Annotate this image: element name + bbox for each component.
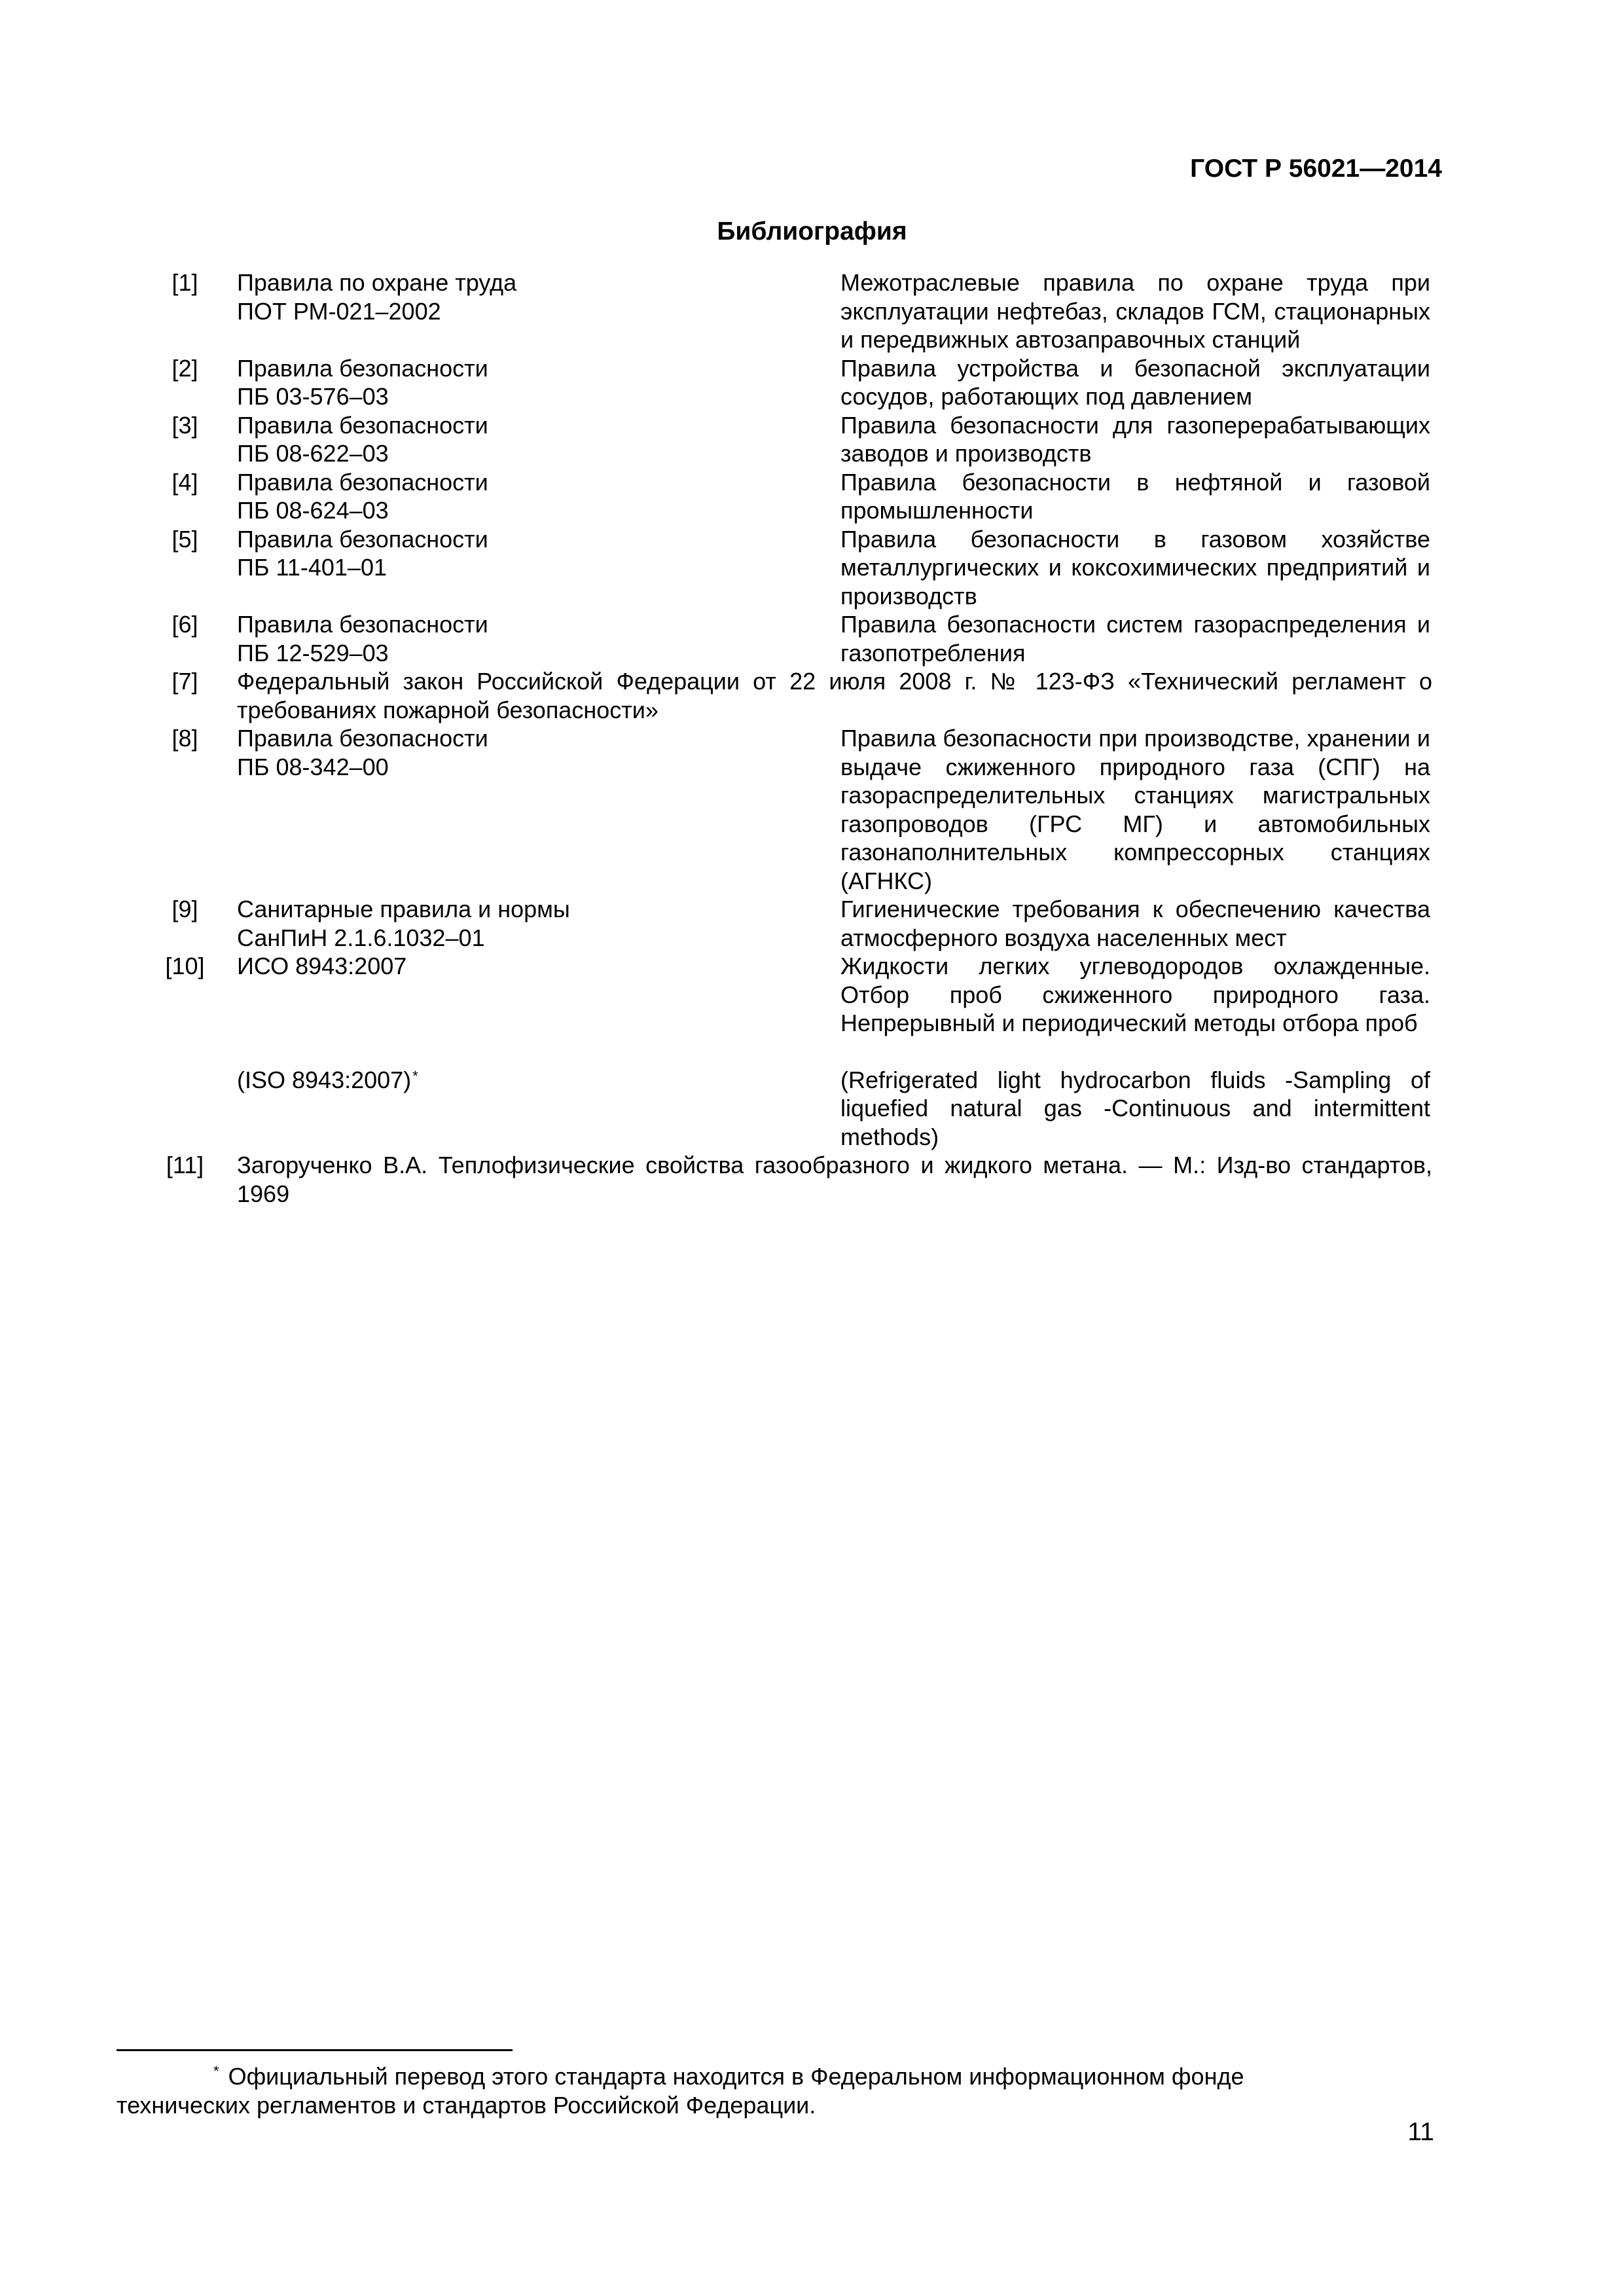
footnote bbox=[117, 2062, 1314, 2119]
designation-text: ПБ 12-529–03 bbox=[237, 639, 389, 666]
designation-line bbox=[237, 553, 840, 582]
entry-designation bbox=[237, 952, 840, 1038]
entry-full-reference: Федеральный закон Российской Федерации от 22 июля 2008 г. № 123-ФЗ «Технический регламент о требованиях пожарной безопасности» bbox=[237, 668, 1432, 723]
bibliography-entry bbox=[144, 411, 1430, 468]
entry-number: [10] bbox=[165, 953, 205, 979]
entry-spacer bbox=[144, 1038, 1430, 1066]
bibliography-entry bbox=[144, 1151, 1430, 1208]
section-title: Библиография bbox=[717, 217, 907, 246]
entry-title: Правила устройства и безопасной эксплуатации сосудов, работающих под давлением bbox=[840, 354, 1430, 410]
entry-title: Правила безопасности при производстве, хранении и выдаче сжиженного природного газа (СПГ) на газораспределительных станциях магистральных газопроводов (ГРС МГ) и автомобильных газонаполнительных компрессорных станциях (АГНКС) bbox=[840, 725, 1430, 894]
designation-text: (ISO 8943:2007) bbox=[237, 1066, 412, 1093]
entry-number: [11] bbox=[166, 1152, 204, 1178]
designation-text: Санитарные правила и нормы bbox=[237, 896, 570, 922]
bibliography-entry bbox=[144, 667, 1430, 724]
designation-line bbox=[237, 610, 840, 639]
footnote-reference-mark: * bbox=[412, 1067, 418, 1084]
designation-line bbox=[237, 753, 840, 782]
bibliography-entry bbox=[144, 724, 1430, 895]
entry-title: Правила безопасности для газоперерабатывающих заводов и производств bbox=[840, 411, 1430, 467]
entry-title: Правила безопасности систем газораспределения и газопотребления bbox=[840, 611, 1430, 666]
designation-text: Правила безопасности bbox=[237, 611, 488, 638]
entry-number: [6] bbox=[171, 611, 198, 638]
designation-text: ПБ 08-342–00 bbox=[237, 753, 389, 780]
entry-designation bbox=[237, 610, 840, 667]
entry-number: [3] bbox=[171, 411, 198, 439]
designation-text: Правила по охране труда bbox=[237, 269, 517, 296]
designation-line bbox=[237, 268, 840, 297]
bibliography-entry bbox=[144, 354, 1430, 411]
bibliography-entry bbox=[144, 610, 1430, 667]
entry-number: [7] bbox=[171, 668, 198, 695]
entry-number: [9] bbox=[171, 896, 198, 922]
footnote-mark: * bbox=[213, 2063, 219, 2079]
entry-designation bbox=[237, 525, 840, 611]
designation-text: ПБ 03-576–03 bbox=[237, 383, 389, 410]
entry-number: [2] bbox=[171, 354, 198, 382]
designation-line bbox=[237, 1066, 840, 1095]
designation-text: ИСО 8943:2007 bbox=[237, 953, 407, 979]
designation-line bbox=[237, 411, 840, 440]
designation-text: ПОТ РМ-021–2002 bbox=[237, 297, 441, 325]
designation-text: Правила безопасности bbox=[237, 725, 488, 752]
designation-text: ПБ 08-622–03 bbox=[237, 440, 389, 467]
bibliography-list bbox=[144, 268, 1430, 1208]
entry-full-reference: Загорученко В.А. Теплофизические свойства газообразного и жидкого метана. — М.: Изд-во стандартов, 1969 bbox=[237, 1152, 1432, 1207]
entry-designation bbox=[237, 268, 840, 354]
designation-line bbox=[237, 952, 840, 981]
entry-title: Гигиенические требования к обеспечению качества атмосферного воздуха населенных мест bbox=[840, 896, 1430, 951]
bibliography-entry bbox=[144, 525, 1430, 611]
entry-designation bbox=[237, 895, 840, 952]
entry-title: (Refrigerated light hydrocarbon fluids -Sampling of liquefied natural gas -Continuous and intermittent methods) bbox=[840, 1066, 1430, 1150]
designation-text: Правила безопасности bbox=[237, 354, 488, 382]
document-code: ГОСТ Р 56021—2014 bbox=[1190, 155, 1442, 183]
designation-line bbox=[237, 639, 840, 668]
designation-line bbox=[237, 724, 840, 753]
designation-line bbox=[237, 525, 840, 554]
entry-title: Правила безопасности в нефтяной и газовой промышленности bbox=[840, 468, 1430, 524]
entry-title: Межотраслевые правила по охране труда при эксплуатации нефтебаз, складов ГСМ, стационарных и передвижных автозаправочных станций bbox=[840, 269, 1430, 353]
entry-designation bbox=[237, 354, 840, 411]
designation-text: СанПиН 2.1.6.1032–01 bbox=[237, 924, 485, 951]
designation-line bbox=[237, 468, 840, 497]
footnote-divider bbox=[117, 2049, 513, 2051]
designation-text: Правила безопасности bbox=[237, 411, 488, 439]
designation-line bbox=[237, 496, 840, 525]
bibliography-entry bbox=[144, 1066, 1430, 1152]
designation-line bbox=[237, 354, 840, 383]
designation-text: ПБ 11-401–01 bbox=[237, 554, 387, 581]
bibliography-entry bbox=[144, 268, 1430, 354]
entry-designation bbox=[237, 468, 840, 525]
designation-line bbox=[237, 895, 840, 924]
designation-text: ПБ 08-624–03 bbox=[237, 497, 389, 524]
designation-line bbox=[237, 924, 840, 953]
entry-title: Правила безопасности в газовом хозяйстве металлургических и коксохимических предприятий и производств bbox=[840, 525, 1430, 610]
page-number: 11 bbox=[1407, 2118, 1434, 2146]
bibliography-entry bbox=[144, 952, 1430, 1038]
designation-text: Правила безопасности bbox=[237, 525, 488, 553]
entry-number bbox=[144, 1066, 237, 1152]
designation-line bbox=[237, 439, 840, 468]
designation-text: Правила безопасности bbox=[237, 468, 488, 496]
entry-designation bbox=[237, 724, 840, 895]
designation-line bbox=[237, 382, 840, 411]
entry-number: [4] bbox=[171, 468, 198, 496]
bibliography-entry bbox=[144, 895, 1430, 952]
entry-designation bbox=[237, 1066, 840, 1152]
entry-designation bbox=[237, 411, 840, 468]
bibliography-entry bbox=[144, 468, 1430, 525]
designation-line bbox=[237, 297, 840, 326]
entry-number: [1] bbox=[171, 269, 198, 296]
entry-number: [8] bbox=[171, 725, 198, 752]
entry-number: [5] bbox=[171, 525, 198, 553]
footnote-text: Официальный перевод этого стандарта находится в Федеральном информационном фонде технических регламентов и стандартов Российской Федерации. bbox=[117, 2063, 1244, 2119]
entry-title: Жидкости легких углеводородов охлажденные. Отбор проб сжиженного природного газа. Непрерывный и периодический методы отбора проб bbox=[840, 953, 1430, 1036]
